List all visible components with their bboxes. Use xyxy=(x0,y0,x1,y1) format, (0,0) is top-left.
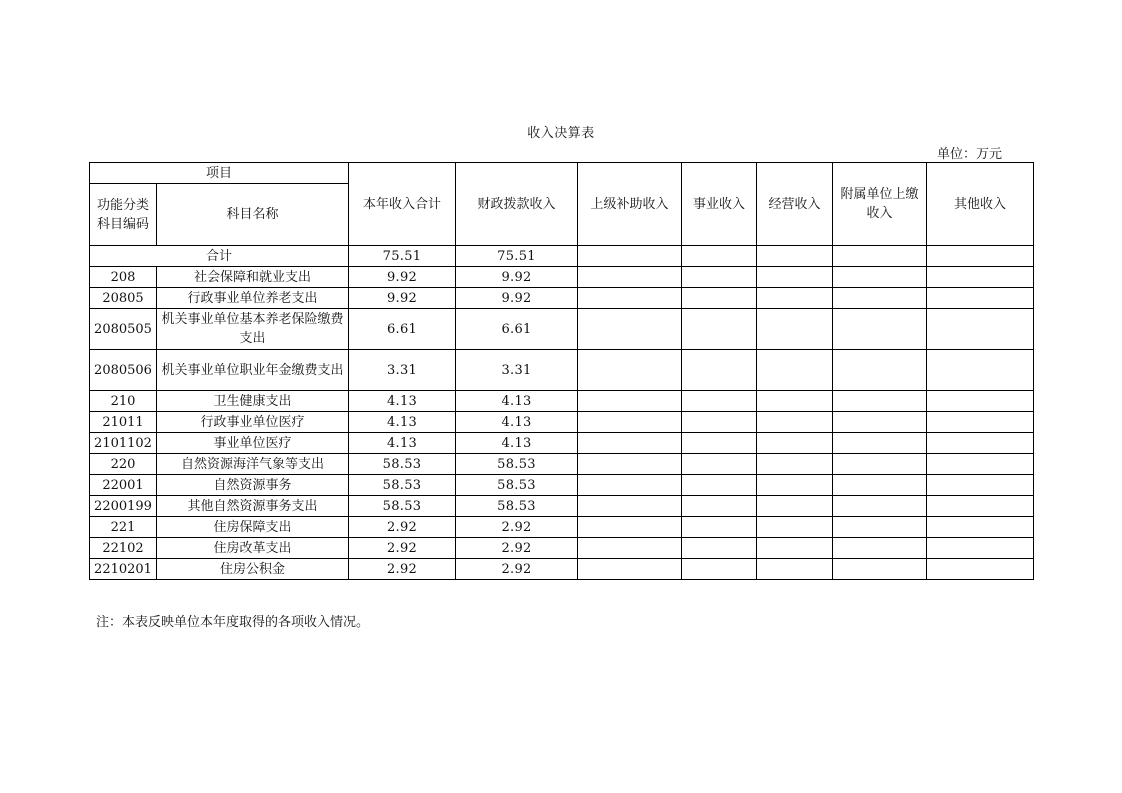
row-code: 2200199 xyxy=(90,496,157,517)
row-affiliated-income xyxy=(833,559,927,580)
row-superior-subsidy xyxy=(578,309,682,350)
row-other-income xyxy=(927,538,1034,559)
row-other-income xyxy=(927,288,1034,309)
row-fiscal: 58.53 xyxy=(456,475,578,496)
row-code: 2080505 xyxy=(90,309,157,350)
row-other-income xyxy=(927,350,1034,391)
row-superior-subsidy xyxy=(578,267,682,288)
row-superior-subsidy xyxy=(578,517,682,538)
row-business-income xyxy=(682,538,757,559)
total-affiliated-income xyxy=(833,246,927,267)
income-table xyxy=(89,162,1034,580)
row-affiliated-income xyxy=(833,538,927,559)
table-row xyxy=(90,496,1034,517)
row-superior-subsidy xyxy=(578,412,682,433)
row-code: 221 xyxy=(90,517,157,538)
table-row xyxy=(90,309,1034,350)
row-total-income: 9.92 xyxy=(349,288,456,309)
row-business-income xyxy=(682,350,757,391)
row-fiscal: 6.61 xyxy=(456,309,578,350)
row-total-income: 6.61 xyxy=(349,309,456,350)
row-business-income xyxy=(682,496,757,517)
total-row xyxy=(90,246,1034,267)
row-subject-name: 社会保障和就业支出 xyxy=(157,267,349,288)
header-func-code: 功能分类科目编码 xyxy=(90,184,157,246)
unit-label: 单位：万元 xyxy=(936,147,1002,162)
row-business-income xyxy=(682,391,757,412)
row-subject-name: 其他自然资源事务支出 xyxy=(157,496,349,517)
table-row xyxy=(90,433,1034,454)
row-subject-name: 机关事业单位基本养老保险缴费支出 xyxy=(157,309,349,350)
header-fiscal: 财政拨款收入 xyxy=(456,163,578,246)
row-other-income xyxy=(927,454,1034,475)
total-business-income xyxy=(682,246,757,267)
row-business-income xyxy=(682,517,757,538)
row-affiliated-income xyxy=(833,267,927,288)
row-superior-subsidy xyxy=(578,496,682,517)
row-affiliated-income xyxy=(833,350,927,391)
row-other-income xyxy=(927,267,1034,288)
row-other-income xyxy=(927,309,1034,350)
row-operating-income xyxy=(757,538,833,559)
row-fiscal: 2.92 xyxy=(456,538,578,559)
row-total-income: 4.13 xyxy=(349,412,456,433)
footnote: 注：本表反映单位本年度取得的各项收入情况。 xyxy=(96,615,370,630)
row-total-income: 9.92 xyxy=(349,267,456,288)
row-operating-income xyxy=(757,559,833,580)
row-other-income xyxy=(927,559,1034,580)
row-other-income xyxy=(927,517,1034,538)
row-code: 220 xyxy=(90,454,157,475)
row-superior-subsidy xyxy=(578,475,682,496)
row-operating-income xyxy=(757,433,833,454)
page-title: 收入决算表 xyxy=(527,126,595,141)
row-other-income xyxy=(927,475,1034,496)
row-operating-income xyxy=(757,288,833,309)
row-business-income xyxy=(682,454,757,475)
row-code: 20805 xyxy=(90,288,157,309)
row-subject-name: 住房公积金 xyxy=(157,559,349,580)
row-fiscal: 9.92 xyxy=(456,267,578,288)
total-superior-subsidy xyxy=(578,246,682,267)
table-row xyxy=(90,350,1034,391)
header-total-income: 本年收入合计 xyxy=(349,163,456,246)
header-business-income: 事业收入 xyxy=(682,163,757,246)
row-business-income xyxy=(682,288,757,309)
row-total-income: 2.92 xyxy=(349,559,456,580)
row-code: 208 xyxy=(90,267,157,288)
row-fiscal: 3.31 xyxy=(456,350,578,391)
row-superior-subsidy xyxy=(578,559,682,580)
row-other-income xyxy=(927,412,1034,433)
total-fiscal-value: 75.51 xyxy=(456,246,578,267)
table-row xyxy=(90,391,1034,412)
row-other-income xyxy=(927,496,1034,517)
row-fiscal: 4.13 xyxy=(456,412,578,433)
row-affiliated-income xyxy=(833,496,927,517)
table-row xyxy=(90,517,1034,538)
row-total-income: 4.13 xyxy=(349,433,456,454)
table-row xyxy=(90,288,1034,309)
row-subject-name: 住房保障支出 xyxy=(157,517,349,538)
row-subject-name: 住房改革支出 xyxy=(157,538,349,559)
row-operating-income xyxy=(757,475,833,496)
row-affiliated-income xyxy=(833,454,927,475)
row-total-income: 3.31 xyxy=(349,350,456,391)
row-code: 2210201 xyxy=(90,559,157,580)
row-operating-income xyxy=(757,517,833,538)
row-subject-name: 事业单位医疗 xyxy=(157,433,349,454)
total-income-value: 75.51 xyxy=(349,246,456,267)
total-label: 合计 xyxy=(90,246,349,267)
row-subject-name: 行政事业单位医疗 xyxy=(157,412,349,433)
row-code: 210 xyxy=(90,391,157,412)
row-superior-subsidy xyxy=(578,454,682,475)
table-row xyxy=(90,538,1034,559)
row-subject-name: 卫生健康支出 xyxy=(157,391,349,412)
row-operating-income xyxy=(757,309,833,350)
row-subject-name: 机关事业单位职业年金缴费支出 xyxy=(157,350,349,391)
row-affiliated-income xyxy=(833,412,927,433)
row-fiscal: 4.13 xyxy=(456,391,578,412)
row-affiliated-income xyxy=(833,433,927,454)
row-affiliated-income xyxy=(833,288,927,309)
row-other-income xyxy=(927,391,1034,412)
row-affiliated-income xyxy=(833,309,927,350)
row-operating-income xyxy=(757,496,833,517)
row-superior-subsidy xyxy=(578,433,682,454)
row-fiscal: 9.92 xyxy=(456,288,578,309)
table-row xyxy=(90,267,1034,288)
row-fiscal: 58.53 xyxy=(456,454,578,475)
row-superior-subsidy xyxy=(578,391,682,412)
header-row xyxy=(90,163,1034,184)
row-operating-income xyxy=(757,391,833,412)
table-row xyxy=(90,412,1034,433)
row-affiliated-income xyxy=(833,475,927,496)
row-code: 22102 xyxy=(90,538,157,559)
row-total-income: 2.92 xyxy=(349,538,456,559)
row-code: 2101102 xyxy=(90,433,157,454)
row-operating-income xyxy=(757,350,833,391)
row-operating-income xyxy=(757,412,833,433)
row-subject-name: 行政事业单位养老支出 xyxy=(157,288,349,309)
row-superior-subsidy xyxy=(578,350,682,391)
row-business-income xyxy=(682,433,757,454)
row-business-income xyxy=(682,412,757,433)
row-code: 2080506 xyxy=(90,350,157,391)
row-superior-subsidy xyxy=(578,288,682,309)
header-project: 项目 xyxy=(90,163,349,184)
row-operating-income xyxy=(757,454,833,475)
row-fiscal: 2.92 xyxy=(456,559,578,580)
row-other-income xyxy=(927,433,1034,454)
total-operating-income xyxy=(757,246,833,267)
table-row xyxy=(90,475,1034,496)
table-row xyxy=(90,454,1034,475)
row-fiscal: 4.13 xyxy=(456,433,578,454)
row-fiscal: 2.92 xyxy=(456,517,578,538)
total-other-income xyxy=(927,246,1034,267)
row-code: 22001 xyxy=(90,475,157,496)
row-total-income: 4.13 xyxy=(349,391,456,412)
header-superior-subsidy: 上级补助收入 xyxy=(578,163,682,246)
row-total-income: 58.53 xyxy=(349,454,456,475)
row-subject-name: 自然资源海洋气象等支出 xyxy=(157,454,349,475)
row-total-income: 2.92 xyxy=(349,517,456,538)
row-code: 21011 xyxy=(90,412,157,433)
row-subject-name: 自然资源事务 xyxy=(157,475,349,496)
row-business-income xyxy=(682,309,757,350)
header-subject-name: 科目名称 xyxy=(157,184,349,246)
row-superior-subsidy xyxy=(578,538,682,559)
table-row xyxy=(90,559,1034,580)
row-business-income xyxy=(682,559,757,580)
row-affiliated-income xyxy=(833,517,927,538)
row-business-income xyxy=(682,475,757,496)
row-total-income: 58.53 xyxy=(349,475,456,496)
row-fiscal: 58.53 xyxy=(456,496,578,517)
header-affiliated-income: 附属单位上缴收入 xyxy=(833,163,927,246)
row-total-income: 58.53 xyxy=(349,496,456,517)
row-operating-income xyxy=(757,267,833,288)
header-operating-income: 经营收入 xyxy=(757,163,833,246)
row-business-income xyxy=(682,267,757,288)
header-other-income: 其他收入 xyxy=(927,163,1034,246)
row-affiliated-income xyxy=(833,391,927,412)
